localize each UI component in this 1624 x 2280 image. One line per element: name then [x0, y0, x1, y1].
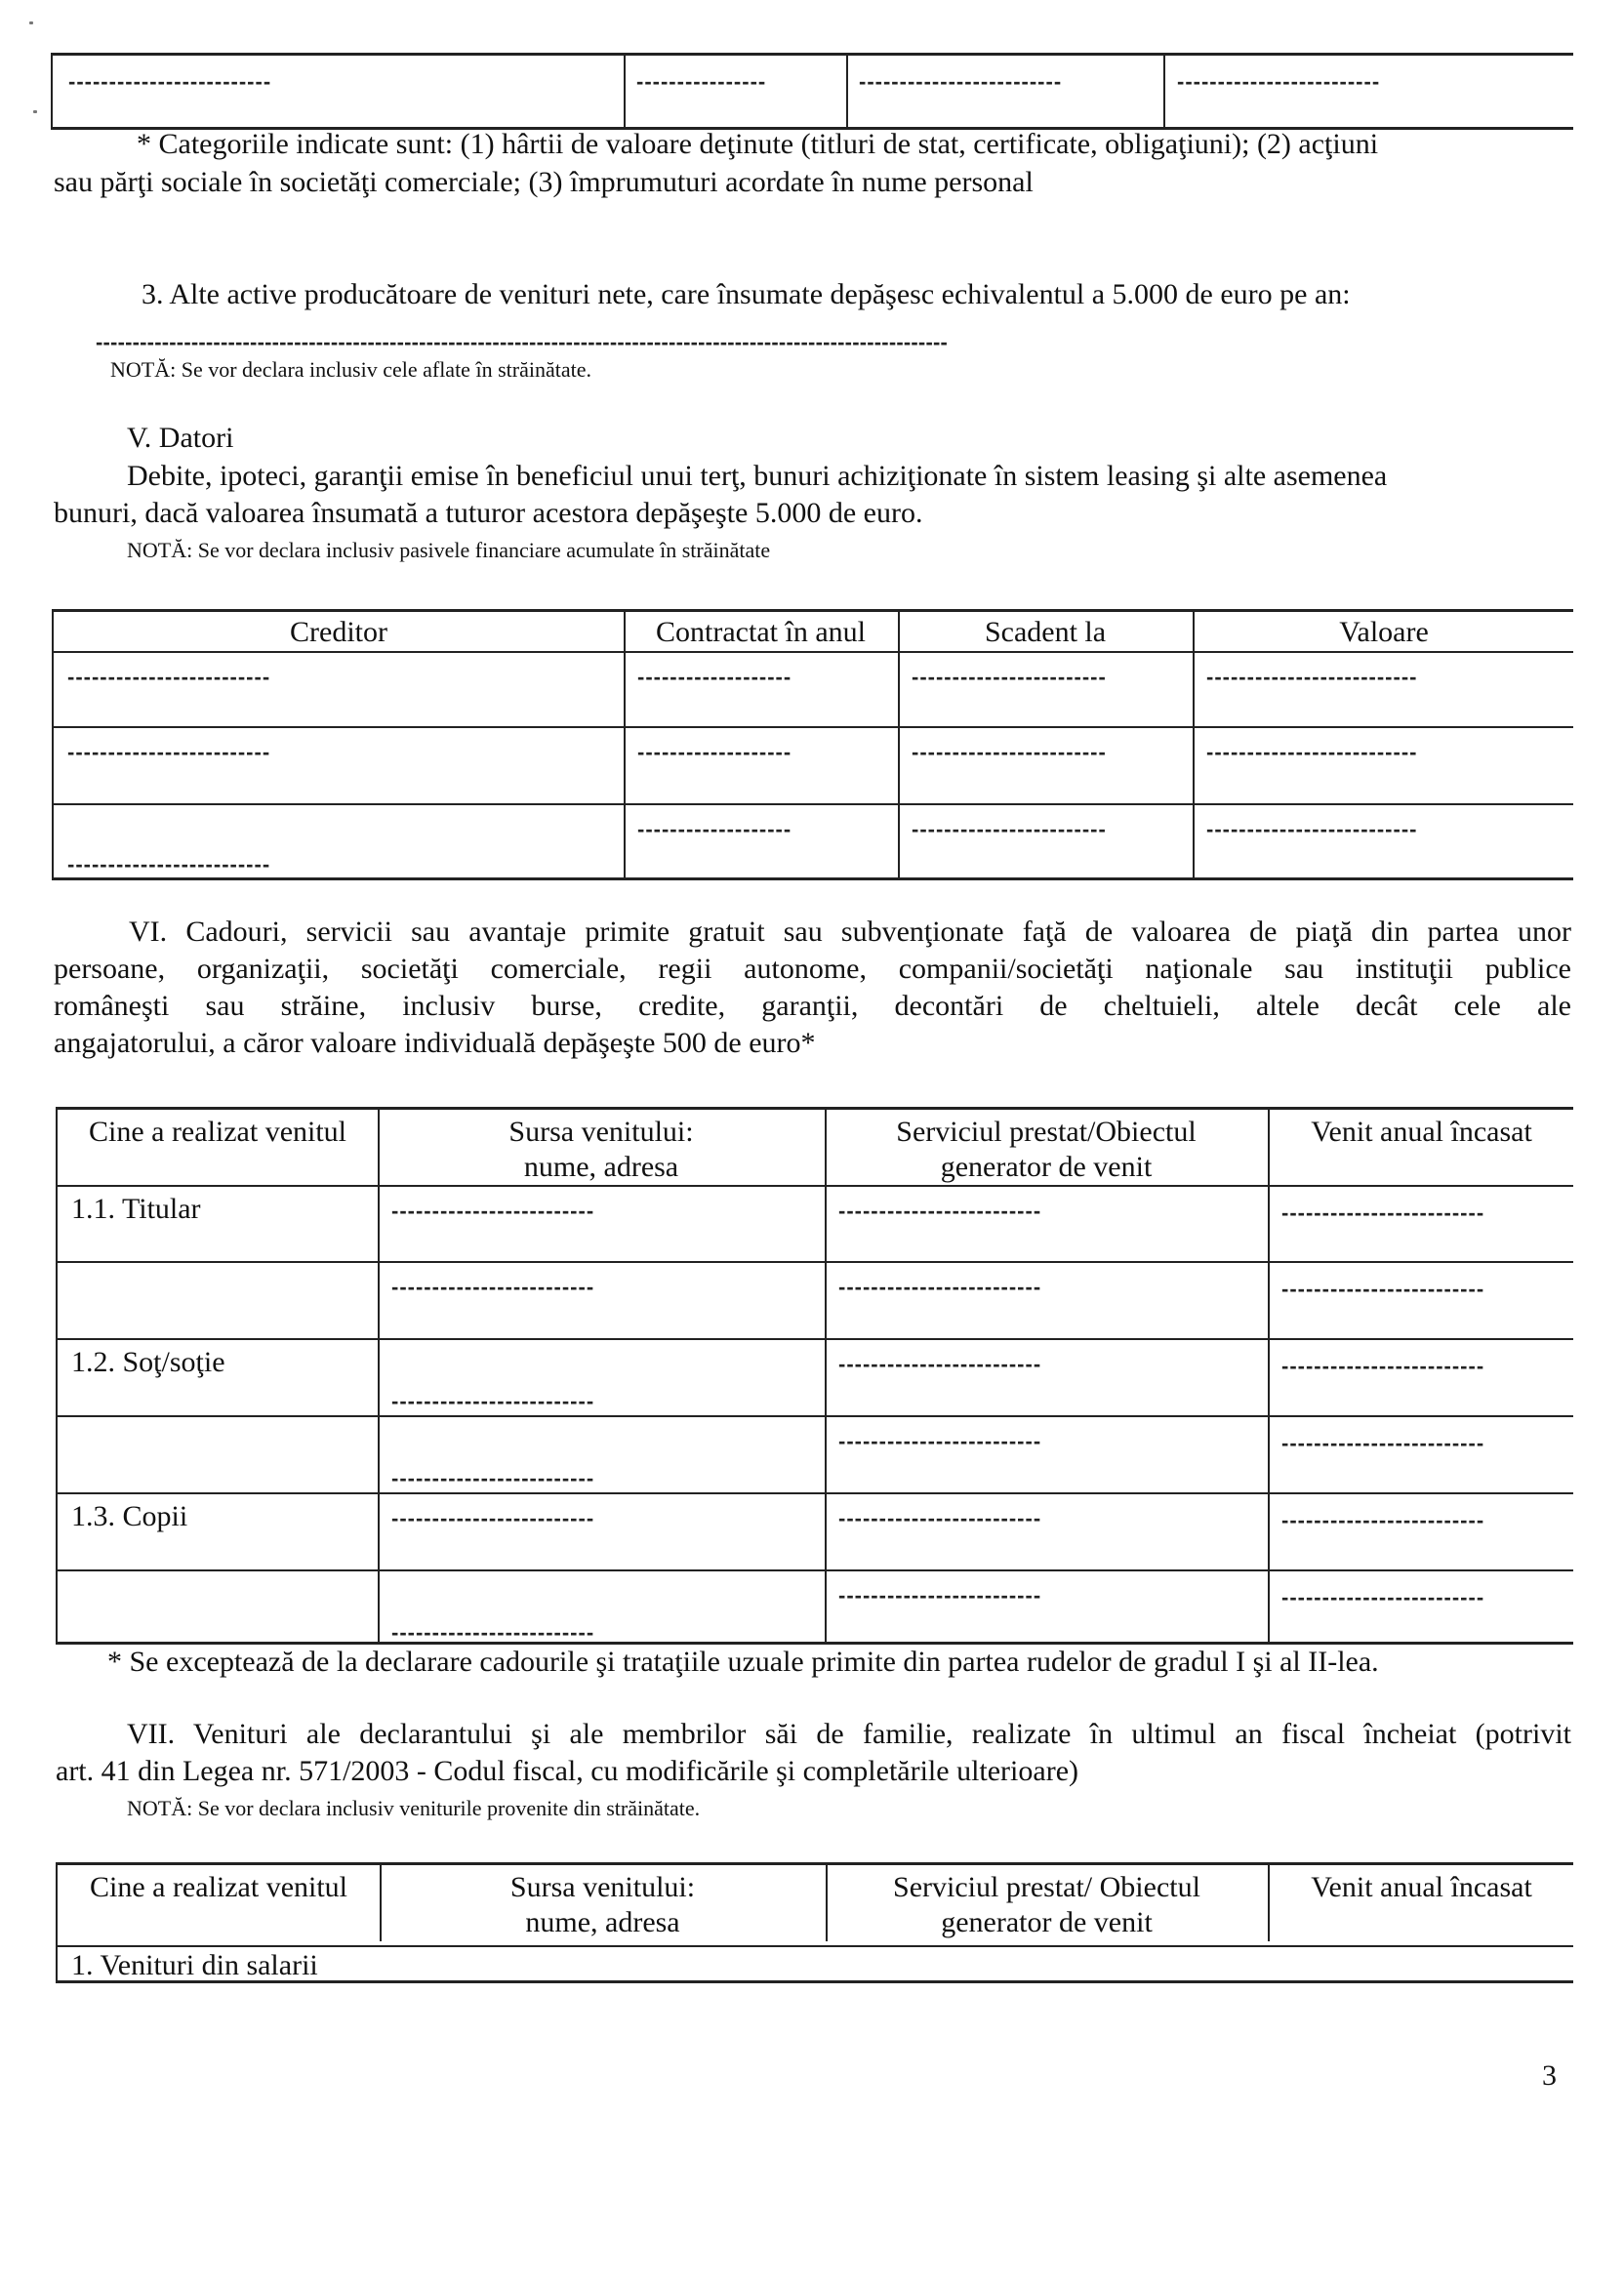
header-creditor: Creditor — [290, 616, 387, 648]
header-source-line2: nume, adresa — [525, 1906, 680, 1938]
header-annual-income: Venit anual încasat — [1311, 1116, 1532, 1148]
income-field: ------------------------- — [1281, 1508, 1485, 1532]
section-7-paragraph-line2: art. 41 din Legea nr. 571/2003 - Codul fiscal, cu modificările şi completările ulterioare) — [56, 1755, 1078, 1787]
section-5-title: V. Datori — [127, 422, 234, 454]
service-field: ------------------------- — [838, 1275, 1042, 1299]
creditor-field: ------------------------- — [67, 665, 271, 689]
header-due-date: Scadent la — [984, 616, 1107, 648]
section-3-note: NOTĂ: Se vor declara inclusiv cele aflate în străinătate. — [110, 357, 591, 382]
section-5-paragraph-line2: bunuri, dacă valoarea însumată a tuturor acestora depăşeşte 5.000 de euro. — [54, 497, 923, 529]
gifts-footnote: * Se exceptează de la declarare cadourile şi trataţiile uzuale primite din partea rudelor de gradul I şi al II-lea. — [107, 1646, 1379, 1678]
table-row — [58, 1492, 1573, 1569]
table-row — [58, 1569, 1573, 1645]
table-row — [58, 1185, 1573, 1261]
table-row — [58, 1261, 1573, 1338]
categories-footnote-line1: * Categoriile indicate sunt: (1) hârtii de valoare deţinute (titluri de stat, certificate, obligaţiuni); (2) acţiuni — [137, 128, 1379, 160]
scan-speck — [33, 110, 37, 113]
value-field: -------------------------- — [1206, 740, 1418, 764]
section-6-paragraph-line1: VI. Cadouri, servicii sau avantaje primite gratuit sau subvenţionate faţă de valoarea de piaţă din partea unor — [129, 916, 1571, 948]
column-divider — [1163, 56, 1165, 127]
due-date-field: ------------------------ — [912, 740, 1107, 764]
row-label-salary-income: 1. Venituri din salarii — [71, 1949, 318, 1981]
debts-table — [52, 609, 1573, 880]
header-value: Valoare — [1339, 616, 1429, 648]
categories-footnote-line2: sau părţi sociale în societăţi comerciale; (3) împrumuturi acordate în nume personal — [54, 166, 1034, 198]
service-field: ------------------------- — [838, 1506, 1042, 1530]
service-field: ------------------------- — [838, 1352, 1042, 1376]
page-number: 3 — [1542, 2059, 1557, 2092]
section-3-blank-line: -------------------------------------------------------------------------------------------------------------------- — [96, 330, 949, 354]
service-field: ------------------------- — [838, 1583, 1042, 1608]
header-source-line1: Sursa venitului: — [508, 1116, 694, 1148]
creditor-field: ------------------------- — [67, 852, 271, 876]
section-6-paragraph-line2: persoane, organizaţii, societăţi comerciale, regii autonome, companii/societăţi naţionale sau instituţii publice — [54, 953, 1571, 985]
section-7-note: NOTĂ: Se vor declara inclusiv veniturile provenite din străinătate. — [127, 1796, 701, 1820]
section-7-paragraph-line1: VII. Venituri ale declarantului şi ale membrilor săi de familie, realizate în ultimul an fiscal încheiat (potrivit — [127, 1718, 1571, 1750]
header-source-line2: nume, adresa — [523, 1151, 679, 1183]
contracted-year-field: ------------------- — [637, 740, 792, 764]
section-5-paragraph-line1: Debite, ipoteci, garanţii emise în beneficiul unui terţ, bunuri achiziţionate în sistem leasing şi alte asemenea — [127, 460, 1388, 492]
value-field: -------------------------- — [1206, 817, 1418, 841]
value-field: -------------------------- — [1206, 665, 1418, 689]
securities-table-continuation — [51, 53, 1573, 130]
source-field: ------------------------- — [391, 1506, 595, 1530]
section-6-paragraph-line4: angajatorului, a căror valoare individuală depăşeşte 500 de euro* — [54, 1027, 816, 1059]
header-who: Cine a realizat venitul — [89, 1871, 348, 1903]
blank-field: ---------------- — [636, 69, 767, 94]
header-service-line2: generator de venit — [940, 1151, 1153, 1183]
section-3-heading: 3. Alte active producătoare de venituri nete, care însumate depăşesc echivalentul a 5.000 de euro pe an: — [142, 278, 1351, 310]
section-6-paragraph-line3: româneşti sau străine, inclusiv burse, credite, garanţii, decontări de cheltuieli, altele decât cele ale — [54, 990, 1571, 1022]
due-date-field: ------------------------ — [912, 817, 1107, 841]
income-field: ------------------------- — [1281, 1585, 1485, 1609]
scan-speck — [29, 21, 33, 24]
gifts-table — [56, 1107, 1573, 1645]
contracted-year-field: ------------------- — [637, 817, 792, 841]
table-row — [58, 1945, 1573, 1983]
column-divider — [846, 56, 848, 127]
header-service-line1: Serviciul prestat/ Obiectul — [893, 1871, 1200, 1903]
source-field: ------------------------- — [391, 1620, 595, 1645]
blank-field: ------------------------- — [859, 69, 1063, 94]
table-row — [58, 1415, 1573, 1492]
row-label: 1.2. Soţ/soţie — [71, 1346, 225, 1378]
source-field: ------------------------- — [391, 1466, 595, 1490]
service-field: ------------------------- — [838, 1199, 1042, 1223]
blank-field: ------------------------- — [1177, 69, 1381, 94]
header-source-line1: Sursa venitului: — [509, 1871, 696, 1903]
income-field: ------------------------- — [1281, 1277, 1485, 1301]
contracted-year-field: ------------------- — [637, 665, 792, 689]
table-row — [54, 803, 1573, 880]
header-service-line1: Serviciul prestat/Obiectul — [896, 1116, 1197, 1148]
table-row — [54, 651, 1573, 726]
row-label: 1.1. Titular — [71, 1193, 201, 1225]
row-label: 1.3. Copii — [71, 1500, 188, 1532]
header-contracted-year: Contractat în anul — [656, 616, 866, 648]
header-annual-income: Venit anual încasat — [1311, 1871, 1532, 1903]
table-row — [54, 726, 1573, 803]
header-service-line2: generator de venit — [941, 1906, 1153, 1938]
service-field: ------------------------- — [838, 1429, 1042, 1453]
table-row — [58, 1338, 1573, 1415]
source-field: ------------------------- — [391, 1199, 595, 1223]
income-field: ------------------------- — [1281, 1201, 1485, 1225]
income-field: ------------------------- — [1281, 1354, 1485, 1378]
source-field: ------------------------- — [391, 1275, 595, 1299]
income-field: ------------------------- — [1281, 1431, 1485, 1455]
income-table — [56, 1862, 1573, 1983]
blank-field: ------------------------- — [68, 69, 272, 94]
section-5-note: NOTĂ: Se vor declara inclusiv pasivele financiare acumulate în străinătate — [127, 538, 771, 562]
header-who: Cine a realizat venitul — [88, 1116, 347, 1148]
column-divider — [624, 56, 626, 127]
source-field: ------------------------- — [391, 1389, 595, 1413]
due-date-field: ------------------------ — [912, 665, 1107, 689]
creditor-field: ------------------------- — [67, 740, 271, 764]
